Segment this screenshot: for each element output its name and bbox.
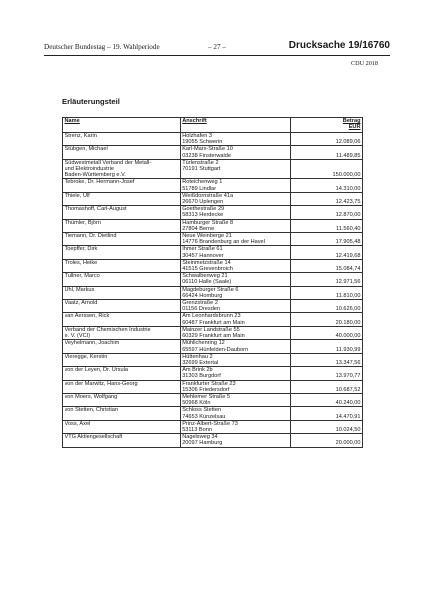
address-cell (180, 420, 291, 433)
amount-cell: 11.489,85 (291, 146, 363, 159)
amount-cell: 40.240,00 (291, 393, 363, 406)
name-line: van Aerssen, Rick (64, 313, 110, 320)
amount-cell: 17.905,48 (291, 233, 363, 246)
name-cell (63, 313, 181, 326)
name-line: Tebroke, Dr. Hermann-Josef (64, 179, 135, 186)
address-cell (180, 313, 291, 326)
address-line: Schwalbenweg 21 (182, 273, 228, 280)
document-id: 16760 (362, 40, 390, 51)
address-line: Mühlichenring 12 (182, 340, 225, 347)
address-line: 65597 Hünfelden-Dauborn (182, 346, 249, 353)
address-line: 15306 Friedersdorf (182, 386, 230, 393)
table-header-row (63, 118, 363, 133)
address-line: Am Leonhardsbrunn 23 (182, 313, 241, 320)
name-cell (63, 300, 181, 313)
address-cell (180, 340, 291, 353)
address-line: Roteichenweg 1 (182, 179, 223, 186)
name-line: Thümler, Björn (64, 219, 101, 226)
address-line: Grenzstraße 2 (182, 300, 218, 307)
amount-cell: 10.626,00 (291, 300, 363, 313)
amount-cell: 15.084,74 (291, 259, 363, 272)
table-row (63, 407, 363, 420)
address-line: 60329 Frankfurt am Main (182, 333, 245, 340)
address-cell (180, 159, 291, 179)
address-line: 66424 Homburg (182, 292, 223, 299)
address-line: 70191 Stuttgart (182, 166, 221, 173)
address-cell (180, 206, 291, 219)
address-cell (180, 300, 291, 313)
amount-cell: 150.000,00 (291, 159, 363, 179)
column-header-amount-label: Betrag (342, 118, 361, 124)
address-line: 14776 Brandenburg an der Havel (182, 239, 265, 246)
table-row (63, 133, 363, 146)
name-line: Troles, Heike (64, 259, 98, 266)
amount-cell: 12.870,00 (291, 206, 363, 219)
name-line: Voss, Axel (64, 420, 91, 427)
name-line: Uhl, Markus (64, 286, 95, 293)
address-line: Am Brink 2b (182, 367, 213, 374)
amount-cell: 13.970,77 (291, 367, 363, 380)
name-cell (63, 393, 181, 406)
address-line: 53113 Bonn (182, 426, 212, 433)
name-line: von der Marwitz, Hans-Georg (64, 380, 138, 387)
address-line: 74653 Künzelsau (182, 413, 226, 420)
document-number (289, 40, 390, 51)
amount-cell: 12.419,68 (291, 246, 363, 259)
address-line: Hamburger Straße 8 (182, 219, 234, 226)
amount-cell: 11.930,99 (291, 340, 363, 353)
name-line: Veyhelmann, Joachim (64, 340, 120, 347)
address-line: 30457 Hannover (182, 252, 224, 259)
name-line: und Elektroindustrie (64, 166, 114, 173)
name-line: Vieregge, Kerstin (64, 353, 108, 360)
amount-cell: 12.423,75 (291, 192, 363, 205)
name-line: VTG Aktiengesellschaft (64, 434, 123, 441)
address-line: Schloss Stetten (182, 407, 222, 414)
name-line: Thomashoff, Carl-August (64, 206, 127, 213)
address-cell (180, 273, 291, 286)
name-line: Toepffer, Dirk (64, 246, 98, 253)
table-row (63, 159, 363, 179)
page-number: – 27 – (208, 43, 226, 51)
address-line: Prinz-Albert-Straße 73 (182, 420, 238, 427)
address-cell (180, 407, 291, 420)
amount-cell: 11.810,00 (291, 286, 363, 299)
address-line: Steinmetzstraße 14 (182, 259, 231, 266)
name-cell (63, 133, 181, 146)
table-row (63, 367, 363, 380)
name-line: Verband der Chemischen Industrie (64, 326, 151, 333)
address-cell (180, 393, 291, 406)
name-line: Thiele, Ulf (64, 192, 90, 199)
name-line: von Moers, Wolfgang (64, 393, 118, 400)
address-line: Magdeburger Straße 6 (182, 286, 239, 293)
address-cell (180, 434, 291, 447)
address-cell (180, 146, 291, 159)
address-line: 03238 Finsterwalde (182, 152, 232, 159)
address-cell (180, 179, 291, 192)
name-cell (63, 219, 181, 232)
amount-cell: 11.560,40 (291, 219, 363, 232)
name-cell (63, 206, 181, 219)
address-cell (180, 353, 291, 366)
name-line: Tiemann, Dr. Dietlind (64, 233, 117, 240)
name-line: Stübgen, Michael (64, 146, 108, 153)
name-cell (63, 434, 181, 447)
table-row (63, 434, 363, 447)
address-cell (180, 233, 291, 246)
address-line: Nagelsweg 34 (182, 434, 218, 441)
name-cell (63, 159, 181, 179)
address-line: 27804 Berne (182, 225, 215, 232)
address-line: 60487 Frankfurt am Main (182, 319, 245, 326)
page-header (44, 40, 390, 54)
address-cell (180, 246, 291, 259)
address-cell (180, 367, 291, 380)
section-title: Erläuterungsteil (62, 97, 120, 106)
name-cell (63, 340, 181, 353)
address-line: Karl-Marx-Straße 10 (182, 146, 233, 153)
table-row (63, 206, 363, 219)
amount-cell: 14.310,00 (291, 179, 363, 192)
name-line: Vaatz, Arnold (64, 300, 98, 307)
address-line: Mainzer Landstraße 55 (182, 326, 240, 333)
table-row (63, 192, 363, 205)
name-cell (63, 233, 181, 246)
table-row (63, 233, 363, 246)
amount-cell: 13.347,56 (291, 353, 363, 366)
table-row (63, 246, 363, 259)
amount-cell: 10.687,52 (291, 380, 363, 393)
table-row (63, 259, 363, 272)
address-line: 41515 Grevenbroich (182, 266, 233, 273)
amount-cell: 40.000,00 (291, 326, 363, 339)
amount-cell: 20.180,00 (291, 313, 363, 326)
amount-cell: 10.024,50 (291, 420, 363, 433)
address-line: Ihmer Straße 61 (182, 246, 223, 253)
document-prefix: Drucksache 19/ (288, 40, 363, 51)
address-cell (180, 286, 291, 299)
table-row (63, 286, 363, 299)
address-line: Mehlemer Straße 5 (182, 393, 231, 400)
table-body (63, 133, 363, 448)
name-cell (63, 259, 181, 272)
name-cell (63, 407, 181, 420)
address-cell (180, 380, 291, 393)
amount-cell: 12.971,56 (291, 273, 363, 286)
address-line: 06110 Halle (Saale) (182, 279, 232, 286)
name-cell (63, 367, 181, 380)
address-line: Weißdornstraße 41a (182, 192, 234, 199)
amount-cell: 14.470,91 (291, 407, 363, 420)
address-line: 50968 Köln (182, 400, 211, 407)
address-cell (180, 326, 291, 339)
name-cell (63, 273, 181, 286)
address-line: 31303 Burgdorf (182, 373, 221, 380)
address-line: 58313 Herdecke (182, 212, 224, 219)
name-line: e. V. (VCI) (64, 333, 91, 340)
table-row (63, 380, 363, 393)
name-cell (63, 286, 181, 299)
address-line: Hüttenhau 2 (182, 353, 213, 360)
table-row (63, 393, 363, 406)
column-header-address: Anschrift (180, 118, 291, 133)
table-row (63, 313, 363, 326)
amount-cell: 20.000,00 (291, 434, 363, 447)
address-line: 32699 Extertal (182, 359, 219, 366)
address-line: Frankfurter Straße 23 (182, 380, 236, 387)
name-cell (63, 192, 181, 205)
name-line: von Stetten, Christian (64, 407, 118, 414)
header-rule (44, 55, 390, 56)
column-header-name: Name (63, 118, 181, 133)
address-line: 51789 Lindlar (182, 185, 217, 192)
table-row (63, 340, 363, 353)
name-line: Tullner, Marco (64, 273, 100, 280)
table-row (63, 353, 363, 366)
name-line: Südwestmetall Verband der Metall- (64, 159, 152, 166)
amount-cell: 12.089,06 (291, 133, 363, 146)
column-header-amount (291, 118, 363, 133)
name-line: Baden-Württemberg e.V. (64, 172, 126, 179)
address-line: 01156 Dresden (182, 306, 221, 313)
table-row (63, 326, 363, 339)
table-row (63, 273, 363, 286)
name-cell (63, 326, 181, 339)
name-cell (63, 179, 181, 192)
name-cell (63, 420, 181, 433)
publication-label: Deutscher Bundestag – 19. Wahlperiode (44, 43, 160, 51)
address-line: 26670 Uplengen (182, 199, 224, 206)
table-row (63, 420, 363, 433)
name-cell (63, 380, 181, 393)
table-row (63, 146, 363, 159)
address-line: Neue Weinberge 21 (182, 233, 232, 240)
party-year-tag: CDU 2018 (351, 60, 378, 67)
address-line: Holzhafen 3 (182, 133, 213, 139)
column-header-amount-unit: EUR (348, 124, 361, 131)
address-cell (180, 133, 291, 146)
table-row (63, 179, 363, 192)
table-row (63, 219, 363, 232)
address-cell (180, 192, 291, 205)
address-line: Türlenstraße 2 (182, 159, 219, 166)
name-line: von der Leyen, Dr. Ursula (64, 367, 128, 374)
name-cell (63, 146, 181, 159)
address-line: Goethestraße 29 (182, 206, 225, 213)
table-row (63, 300, 363, 313)
address-line: 19055 Schwerin (182, 139, 223, 146)
name-cell (63, 246, 181, 259)
address-cell (180, 219, 291, 232)
address-line: 20097 Hamburg (182, 440, 223, 447)
name-cell (63, 353, 181, 366)
donations-table (62, 117, 363, 448)
name-line: Strenz, Karin (64, 133, 97, 139)
address-cell (180, 259, 291, 272)
